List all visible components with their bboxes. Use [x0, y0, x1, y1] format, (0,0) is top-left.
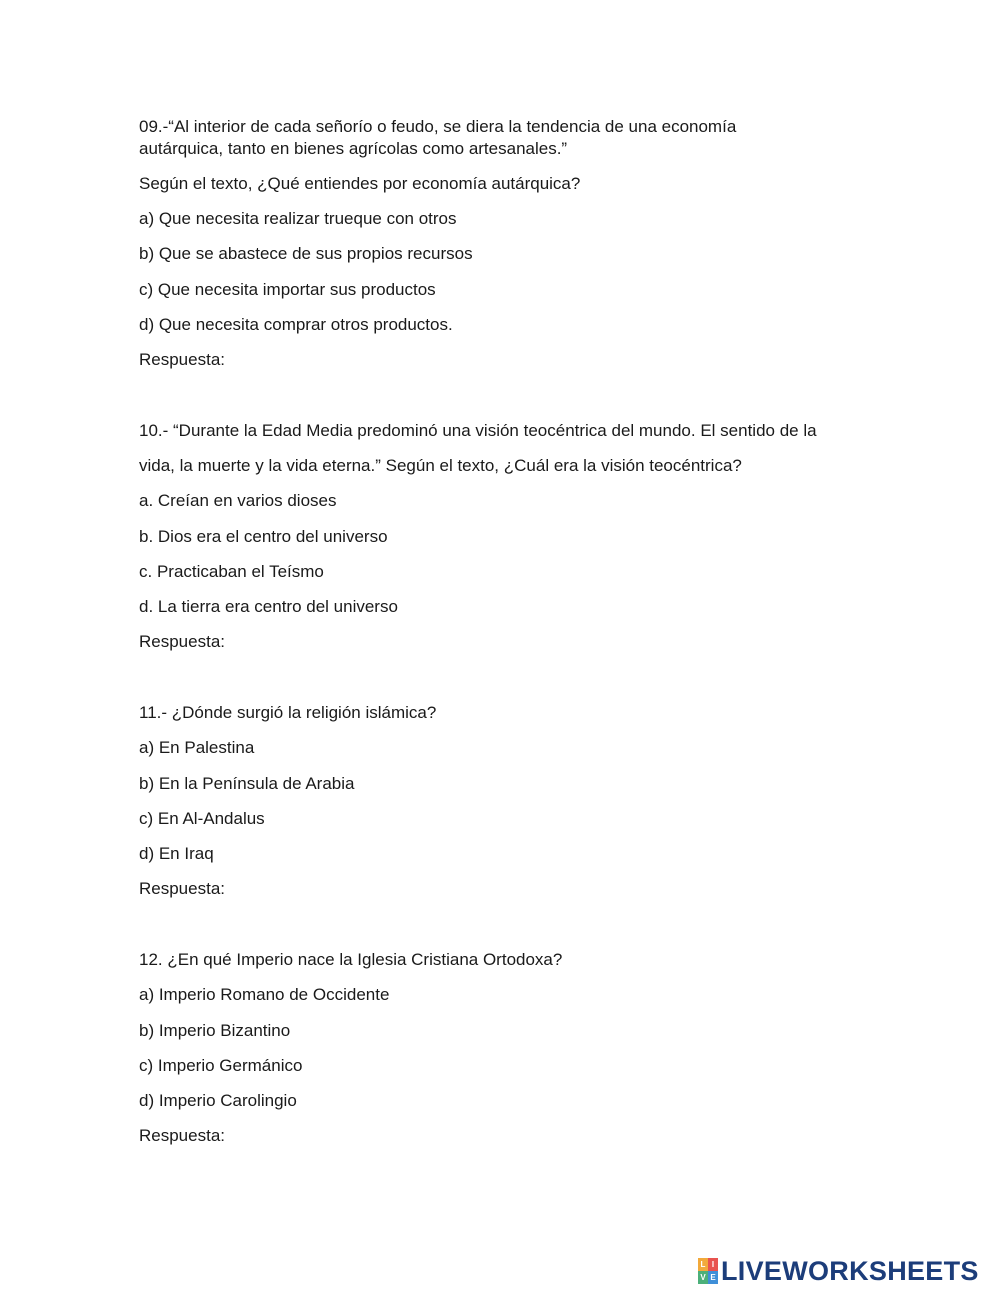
- question-11-option-d[interactable]: d) En Iraq: [139, 844, 214, 863]
- liveworksheets-logo: [698, 1256, 979, 1286]
- question-09-option-c[interactable]: c) Que necesita importar sus productos: [139, 280, 436, 299]
- question-10-option-d[interactable]: d. La tierra era centro del universo: [139, 597, 398, 616]
- question-09-option-b[interactable]: b) Que se abastece de sus propios recursos: [139, 244, 473, 263]
- question-09-option-d[interactable]: d) Que necesita comprar otros productos.: [139, 315, 453, 334]
- question-10-stem-line-1: 10.- “Durante la Edad Media predominó una visión teocéntrica del mundo. El sentido de la: [139, 421, 817, 440]
- question-11-answer-label: Respuesta:: [139, 879, 225, 898]
- question-09-stem-line-1: 09.-“Al interior de cada señorío o feudo, se diera la tendencia de una economía: [139, 117, 737, 136]
- question-09-answer-label: Respuesta:: [139, 350, 225, 369]
- question-12-option-b[interactable]: b) Imperio Bizantino: [139, 1021, 291, 1040]
- badge-letter-i: I: [708, 1258, 718, 1271]
- question-09-prompt: Según el texto, ¿Qué entiendes por economía autárquica?: [139, 174, 581, 193]
- question-10-answer-field[interactable]: [232, 631, 612, 653]
- question-12-stem: 12. ¿En qué Imperio nace la Iglesia Cristiana Ortodoxa?: [139, 950, 563, 969]
- question-10-option-b[interactable]: b. Dios era el centro del universo: [139, 527, 388, 546]
- question-10-answer-label: Respuesta:: [139, 632, 225, 651]
- question-11-option-a[interactable]: a) En Palestina: [139, 738, 255, 757]
- question-09-option-a[interactable]: a) Que necesita realizar trueque con otros: [139, 209, 457, 228]
- question-12-answer-label: Respuesta:: [139, 1126, 225, 1145]
- question-09-answer-field[interactable]: [232, 349, 612, 371]
- question-12-answer-field[interactable]: [232, 1125, 612, 1147]
- question-09-stem-line-2: autárquica, tanto en bienes agrícolas como artesanales.”: [139, 139, 568, 158]
- liveworksheets-badge-icon: [698, 1258, 718, 1284]
- question-10-stem-line-2: vida, la muerte y la vida eterna.” Según el texto, ¿Cuál era la visión teocéntrica?: [139, 456, 742, 475]
- question-10-option-c[interactable]: c. Practicaban el Teísmo: [139, 562, 324, 581]
- liveworksheets-logo-text: LIVEWORKSHEETS: [721, 1256, 979, 1286]
- question-11-stem: 11.- ¿Dónde surgió la religión islámica?: [139, 703, 437, 722]
- question-10-option-a[interactable]: a. Creían en varios dioses: [139, 491, 337, 510]
- question-12-option-d[interactable]: d) Imperio Carolingio: [139, 1091, 297, 1110]
- badge-letter-l: L: [698, 1258, 708, 1271]
- question-11-answer-field[interactable]: [232, 878, 612, 900]
- question-11-option-b[interactable]: b) En la Península de Arabia: [139, 774, 355, 793]
- badge-letter-e: E: [708, 1271, 718, 1284]
- question-12-option-a[interactable]: a) Imperio Romano de Occidente: [139, 985, 390, 1004]
- badge-letter-v: V: [698, 1271, 708, 1284]
- question-12-option-c[interactable]: c) Imperio Germánico: [139, 1056, 303, 1075]
- question-11-option-c[interactable]: c) En Al-Andalus: [139, 809, 265, 828]
